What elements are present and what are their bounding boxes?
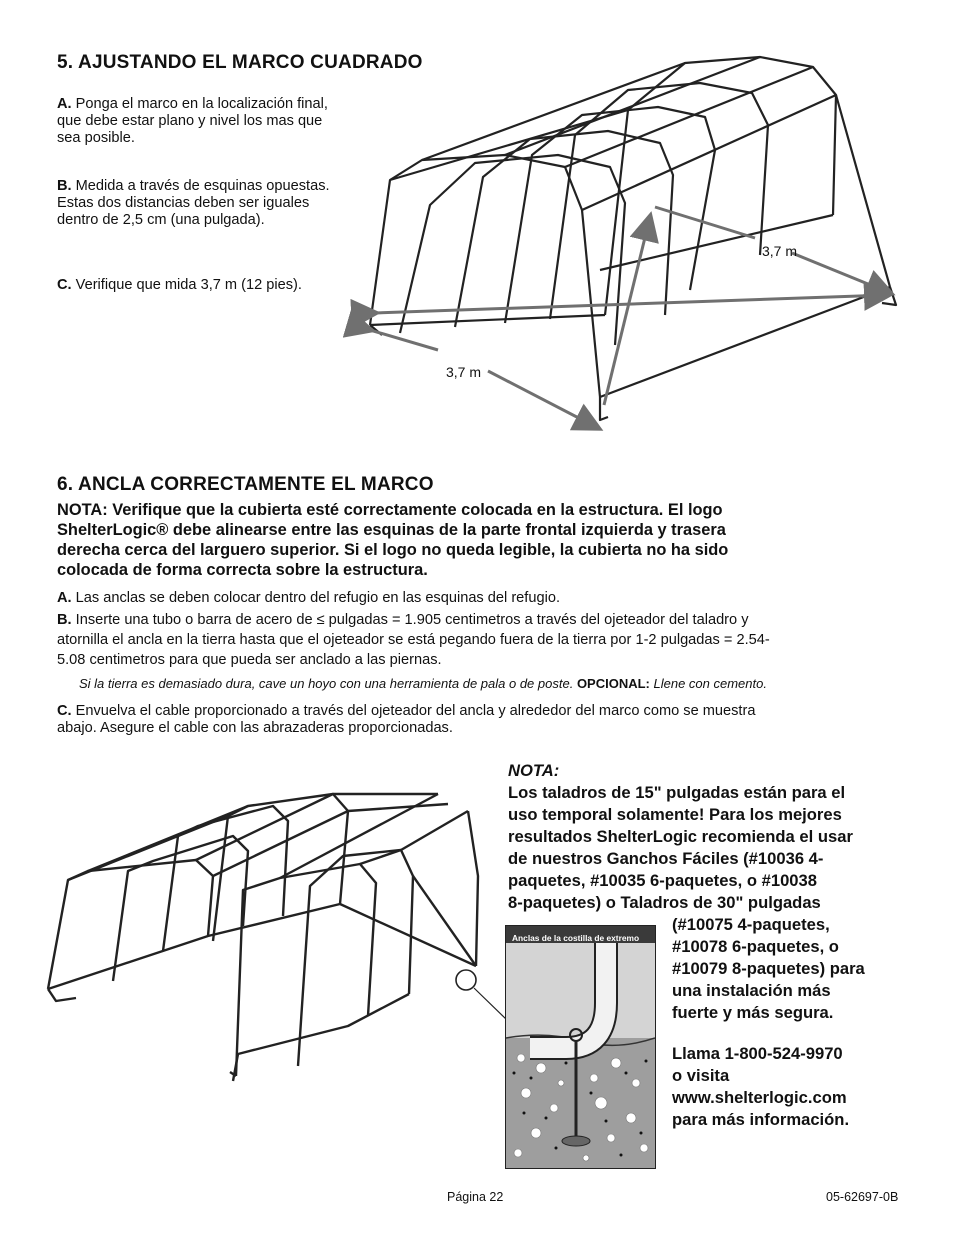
step-label: B. xyxy=(57,612,72,628)
side-note-line: paquetes, #10035 6-paquetes, o #10038 xyxy=(508,871,817,890)
side-note-body xyxy=(508,782,928,914)
side-note-title: NOTA: xyxy=(508,761,560,780)
step-6c xyxy=(57,703,917,737)
contact-line: para más información. xyxy=(672,1110,850,1129)
auger-anchor-illustration xyxy=(506,943,655,1168)
step-label: A. xyxy=(57,590,72,606)
step-text: Verifique que mida 3,7 m (12 pies). xyxy=(71,277,302,293)
step-text: Ponga el marco en la localización final, que debe estar plano y nivel los mas que sea posible. xyxy=(57,96,328,146)
step-5a xyxy=(57,96,347,147)
side-note-line: uso temporal solamente! Para los mejores xyxy=(508,805,842,824)
shelter-frame-illustration-bottom xyxy=(48,776,488,1081)
side-note-line: #10078 6-paquetes, o xyxy=(672,937,839,956)
side-note-line: resultados ShelterLogic recomienda el usar xyxy=(508,827,853,846)
step-5b xyxy=(57,178,347,229)
optional-text: Llene con cemento. xyxy=(649,676,767,691)
side-note-products xyxy=(672,914,932,1024)
side-note-line: Los taladros de 15" pulgadas están para el xyxy=(508,783,846,802)
inset-caption: Anclas de la costilla de extremo xyxy=(512,933,640,943)
shelter-frame-illustration-top xyxy=(360,55,920,435)
section6-note xyxy=(57,500,917,580)
step-label: A. xyxy=(57,96,72,112)
note-line: NOTA: Verifique que la cubierta esté correctamente colocada en la estructura. El logo xyxy=(57,501,723,519)
side-note-line: (#10075 4-paquetes, xyxy=(672,915,830,934)
side-note-line: 8-paquetes) o Taladros de 30" pulgadas xyxy=(508,893,821,912)
measurement-label-side: 3,7 m xyxy=(446,364,482,380)
anchor-inset xyxy=(505,925,656,1169)
note-text: Si la tierra es demasiado dura, cave un hoyo con una herramienta de pala o de poste. xyxy=(79,676,577,691)
note-line: colocada de forma correcta sobre la estructura. xyxy=(57,561,428,579)
side-note-line: una instalación más xyxy=(672,981,831,1000)
optional-label: OPCIONAL: xyxy=(576,676,650,691)
step-6b xyxy=(57,610,917,670)
contact-info xyxy=(672,1043,932,1131)
step-text: Las anclas se deben colocar dentro del refugio en las esquinas del refugio. xyxy=(71,590,560,606)
side-note-line: fuerte y más segura. xyxy=(672,1003,834,1022)
note-line: derecha cerca del larguero superior. Si el logo no queda legible, la cubierta no ha sido xyxy=(57,541,729,559)
contact-website: www.shelterlogic.com xyxy=(672,1088,847,1107)
step-text: Envuelva el cable proporcionado a través del ojeteador del ancla y alrededor del marco como se muestra xyxy=(71,703,756,719)
step-text: 5.08 centimetros para que pueda ser anclado a las piernas. xyxy=(57,652,442,668)
side-note-line: de nuestros Ganchos Fáciles (#10036 4- xyxy=(508,849,824,868)
section6-title: 6. ANCLA CORRECTAMENTE EL MARCO xyxy=(57,474,434,495)
side-note-line: #10079 8-paquetes) para xyxy=(672,959,865,978)
step-label: C. xyxy=(57,703,72,719)
step-6a xyxy=(57,588,917,608)
step-text: atornilla el ancla en la tierra hasta que el ojeteador se está pegando fuera de la tierra por 1-2 pulgadas = 2.54- xyxy=(57,632,770,648)
note-line: ShelterLogic® debe alinearse entre las esquinas de la parte frontal izquierda y trasera xyxy=(57,521,726,539)
page-number: Página 22 xyxy=(447,1190,504,1204)
document-number: 05-62697-0B xyxy=(826,1190,899,1204)
contact-line: o visita xyxy=(672,1066,730,1085)
hard-soil-note xyxy=(79,676,919,691)
measurement-label-diagonal: 3,7 m xyxy=(762,243,798,259)
step-label: B. xyxy=(57,178,72,194)
section5-title: 5. AJUSTANDO EL MARCO CUADRADO xyxy=(57,52,423,73)
step-label: C. xyxy=(57,277,72,293)
inset-header xyxy=(506,926,655,943)
step-text: Inserte una tubo o barra de acero de ≤ pulgadas = 1.905 centimetros a través del ojeteador del taladro y xyxy=(71,612,749,628)
contact-phone: Llama 1-800-524-9970 xyxy=(672,1044,843,1063)
step-text: abajo. Asegure el cable con las abrazaderas proporcionadas. xyxy=(57,720,453,736)
step-text: Medida a través de esquinas opuestas. Estas dos distancias deben ser iguales dentro de 2,5 cm (una pulgada). xyxy=(57,178,330,228)
step-5c xyxy=(57,277,357,294)
